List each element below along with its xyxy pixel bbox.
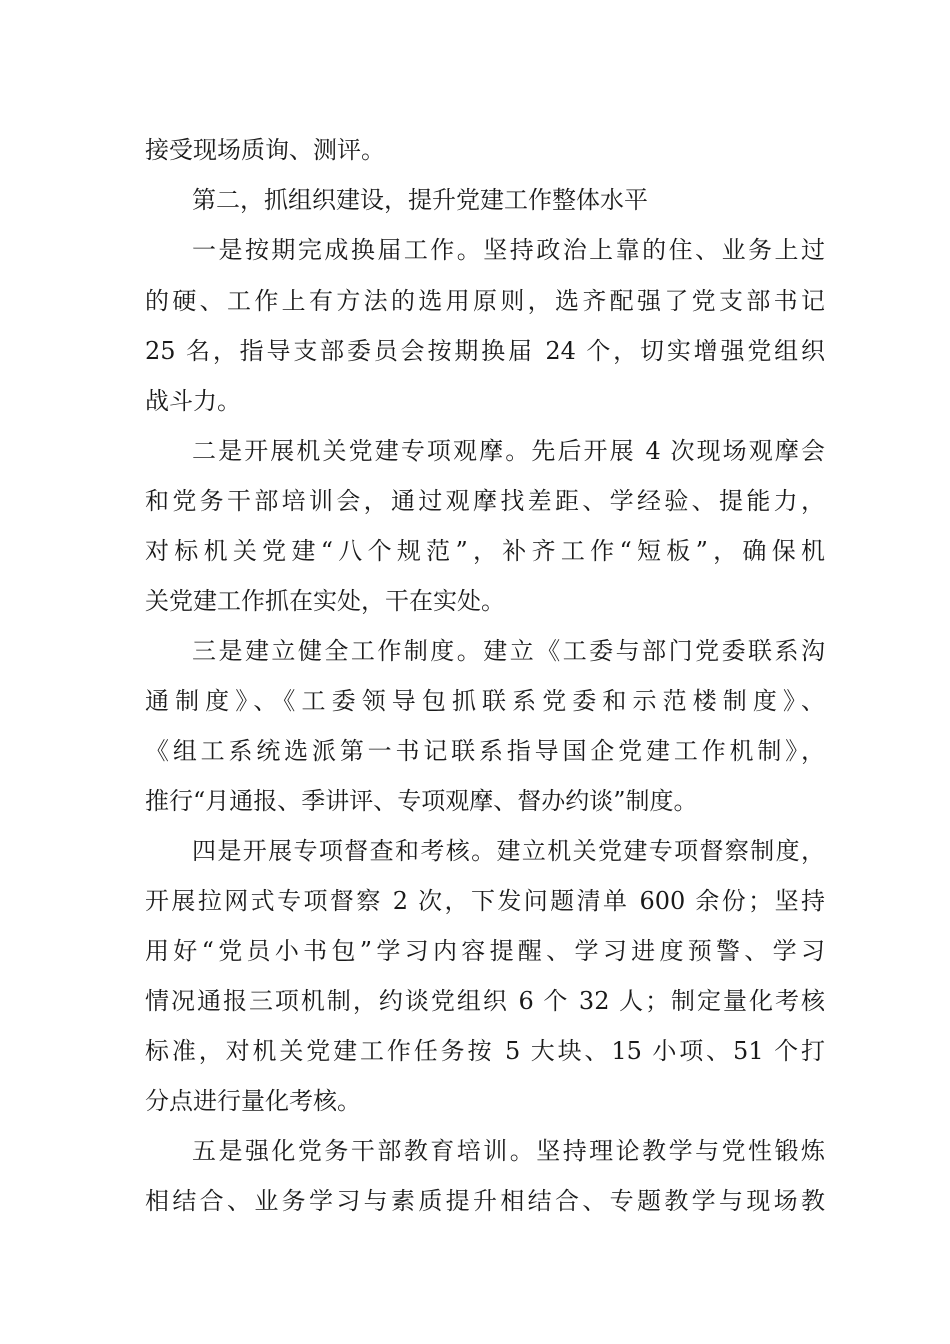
text-line: 一是按期完成换届工作。坚持政治上靠的住、业务上过 (192, 236, 825, 264)
text-line: 标准，对机关党建工作任务按 5 大块、15 小项、51 个打 (145, 1037, 825, 1065)
text-line: 相结合、业务学习与素质提升相结合、专题教学与现场教 (145, 1187, 825, 1215)
text-line: 战斗力。 (145, 387, 241, 415)
text-line: 二是开展机关党建专项观摩。先后开展 4 次现场观摩会 (192, 437, 825, 465)
text-line: 接受现场质询、测评。 (145, 136, 385, 164)
text-line: 《组工系统选派第一书记联系指导国企党建工作机制》， (145, 737, 825, 765)
text-line: 通制度》、《工委领导包抓联系党委和示范楼制度》、 (145, 687, 825, 715)
text-line: 对标机关党建“八个规范”，补齐工作“短板”，确保机 (145, 537, 825, 565)
text-line: 五是强化党务干部教育培训。坚持理论教学与党性锻炼 (192, 1137, 825, 1165)
text-line: 关党建工作抓在实处，干在实处。 (145, 587, 505, 615)
text-line: 三是建立健全工作制度。建立《工委与部门党委联系沟 (192, 637, 825, 665)
text-line: 用好“党员小书包”学习内容提醒、学习进度预警、学习 (145, 937, 825, 965)
text-line: 分点进行量化考核。 (145, 1087, 361, 1115)
text-line: 开展拉网式专项督察 2 次，下发问题清单 600 余份；坚持 (145, 887, 825, 915)
text-line: 25 名，指导支部委员会按期换届 24 个，切实增强党组织 (145, 337, 825, 365)
text-line: 情况通报三项机制，约谈党组织 6 个 32 人；制定量化考核 (145, 987, 825, 1015)
text-line: 四是开展专项督查和考核。建立机关党建专项督察制度， (192, 837, 825, 865)
text-line: 推行“月通报、季讲评、专项观摩、督办约谈”制度。 (145, 787, 698, 815)
text-line: 和党务干部培训会，通过观摩找差距、学经验、提能力， (145, 487, 825, 515)
text-line: 的硬、工作上有方法的选用原则，选齐配强了党支部书记 (145, 287, 825, 315)
section-heading: 第二，抓组织建设，提升党建工作整体水平 (192, 186, 648, 214)
